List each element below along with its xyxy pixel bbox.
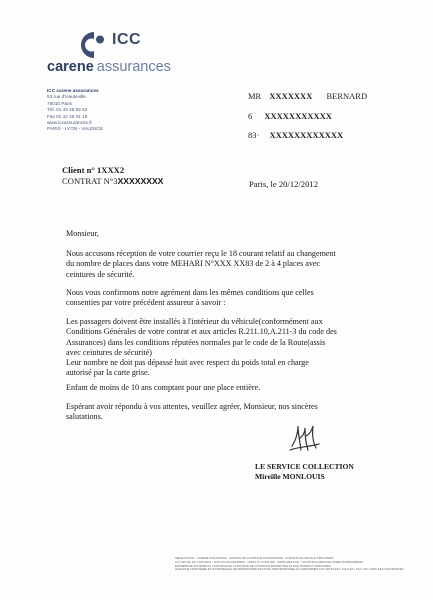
client-number-line	[62, 165, 163, 176]
client-number-label: Client n°	[62, 165, 95, 175]
paragraph-3-line: avec ceintures de sécurité)	[66, 347, 152, 357]
recipient-line-2	[248, 111, 332, 121]
footer-line: AU CAPITAL DE 7 500 000 € - RCS 344 284 835 PARIS - ORIAS N° 07 000 469 - WWW.ORIAS.FR - TVA INTRACOMMUNAUTAIRE FR 88344284835	[175, 559, 363, 564]
paragraph-2-line: consenties par votre précédent assureur à savoir :	[66, 298, 226, 308]
logo-brand	[47, 59, 171, 75]
paragraph-1-line: du nombre de places dans votre MEHARI N°XXX XX83 de 2 à 4 places avec	[66, 259, 321, 269]
paragraph-2	[66, 288, 396, 309]
contract-number-line	[62, 176, 163, 187]
footer-line: SIEGE SOCIAL : CARENE ASSURANCE - SOCIETE DE COURTAGE D'ASSURANCE - 53 RUE D'HAUTEVILLE 75010 PARIS	[175, 556, 334, 560]
paragraph-2-line: Nous vous confirmons notre agrément dans les mêmes conditions que celles	[66, 288, 314, 297]
legal-footer	[175, 557, 404, 572]
paragraph-3-line: Les passagers doivent être installés à l'intérieur du véhicule(conformément aux	[66, 317, 323, 326]
company-street: 53 rue d'Hauteville	[47, 94, 86, 100]
company-offices: PARIS - LYON - VALENCE	[47, 126, 104, 132]
paragraph-5	[66, 402, 396, 423]
recipient-line-3	[248, 130, 343, 140]
footer-line: GARANTIE FINANCIERE ET D'ASSURANCE DE RESPONSABILITE CIVILE PROFESSIONNELLE CONFORMES AUX ARTICLES L 512-6 ET L 512-7 DU CODE DES ASSURANCES	[175, 567, 404, 572]
paragraph-3-line: Assurances) dans les conditions réputées normales par le code de la Route(assis	[66, 337, 326, 347]
recipient-given-name: BERNARD	[326, 91, 368, 101]
recipient-street-number: 6	[248, 111, 253, 121]
paragraph-3	[66, 317, 396, 379]
paragraph-3-line: Conditions Générales de votre contrat et aux articles R.211.10,A.211-3 du code des	[66, 327, 337, 337]
paragraph-3-line: Leur nombre ne doit pas dépassé huit avec respect du poids total en charge	[66, 358, 309, 368]
logo-brand-light: assurances	[96, 59, 171, 75]
logo-brand-strong: carene	[47, 59, 94, 75]
paragraph-1-line: Nous accusons réception de votre courrier reçu le 18 courant relatif au changement	[66, 249, 336, 258]
logo-acronym: ICC	[112, 31, 142, 48]
recipient-postcode: 83·	[248, 130, 260, 140]
client-reference	[62, 165, 163, 187]
recipient-surname: XXXXXXX	[269, 91, 313, 101]
signer-service: LE SERVICE COLLECTION	[255, 462, 354, 471]
paragraph-4: Enfant de moins de 10 ans comptant pour une place entière.	[66, 383, 261, 392]
icc-logo-mark-icon	[72, 30, 110, 60]
recipient-street: XXXXXXXXXXX	[264, 111, 332, 121]
recipient-title: MR	[248, 91, 262, 101]
company-fax: Fax 01 42 46 31 19	[47, 113, 88, 119]
contract-number: XXXXXXXX	[117, 176, 164, 186]
paragraph-5-line: salutations.	[66, 412, 103, 422]
signer-name: Mireille MONLOUIS	[255, 472, 325, 481]
recipient-city: XXXXXXXXXXXX	[269, 130, 344, 140]
paragraph-5-line: Espérant avoir répondu à vos attentes, veuillez agréer, Monsieur, nos sincères	[66, 402, 318, 411]
signature-block	[255, 462, 354, 482]
company-tel: Tél. 01 42 46 52 52	[47, 107, 88, 113]
paragraph-3-line: autorisé par la carte grise.	[66, 368, 150, 378]
letter-date: Paris, le 20/12/2012	[249, 179, 318, 189]
client-number: 1XXX2	[96, 165, 125, 175]
handwritten-signature-icon	[286, 420, 322, 456]
salutation: Monsieur,	[66, 229, 99, 238]
paragraph-1-line: ceintures de sécurité.	[66, 269, 135, 279]
recipient-line-1	[248, 91, 367, 101]
footer-line: ENTREPRISE SOUMISE AU CONTROLE DE L'AUTORITE DE CONTROLE PRUDENTIEL 61 RUE TAITBOUT 75009 PARIS	[175, 563, 331, 568]
company-address	[47, 88, 103, 133]
company-city: 75010 Paris	[47, 100, 73, 106]
paragraph-1	[66, 249, 396, 280]
company-web: www.iccassurances.fr	[47, 120, 93, 126]
company-name: ICC carene assurances	[47, 88, 99, 93]
contract-number-label: CONTRAT N°3	[62, 176, 118, 186]
